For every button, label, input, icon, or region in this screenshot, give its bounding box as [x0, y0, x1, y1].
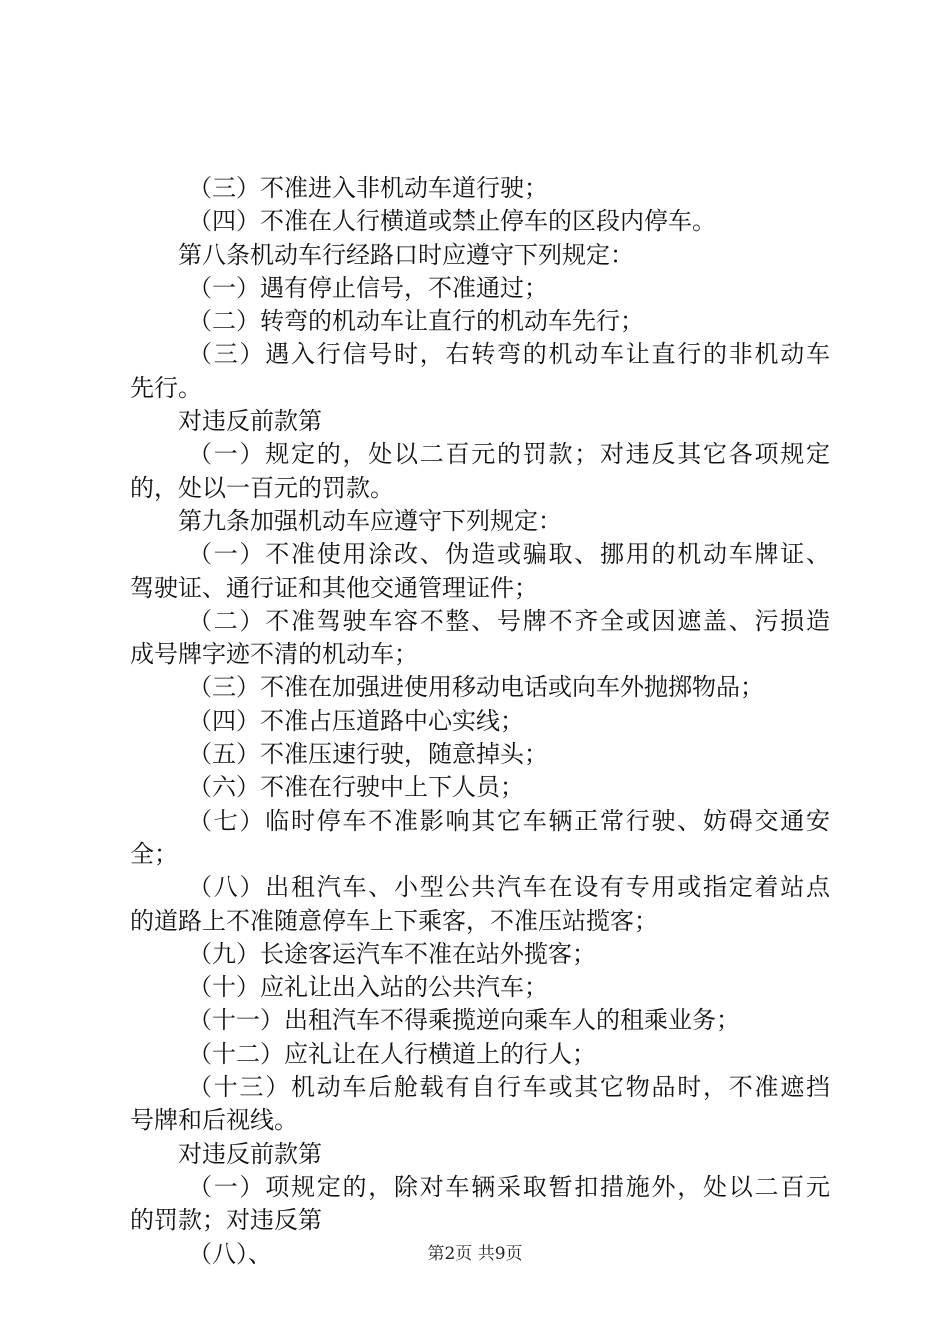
text-line: （十二）应礼让在人行横道上的行人； — [188, 1039, 596, 1068]
text-line: （八）、 — [188, 1239, 272, 1268]
text-line: 驾驶证、通行证和其他交通管理证件； — [130, 573, 538, 602]
page-number-footer: 第2页 共9页 — [427, 1244, 523, 1264]
text-line: （一）项规定的，除对车辆采取暂扣措施外，处以二百元 — [188, 1172, 830, 1201]
text-line: 全； — [130, 839, 178, 868]
text-line: （五）不准压速行驶，随意掉头； — [188, 740, 548, 769]
text-line: （一）遇有停止信号，不准通过； — [188, 273, 548, 302]
text-line: （四）不准占压道路中心实线； — [188, 706, 524, 735]
text-line: （二）不准驾驶车容不整、号牌不齐全或因遮盖、污损造 — [188, 606, 830, 635]
text-line: （八）出租汽车、小型公共汽车在设有专用或指定着站点 — [188, 873, 830, 902]
text-line: 的道路上不准随意停车上下乘客，不准压站揽客； — [130, 906, 658, 935]
text-line: 号牌和后视线。 — [130, 1106, 298, 1135]
text-line: （十一）出租汽车不得乘揽逆向乘车人的租乘业务； — [188, 1006, 740, 1035]
text-line: （三）不准进入非机动车道行驶； — [188, 174, 548, 202]
text-line: 的罚款；对违反第 — [130, 1206, 322, 1235]
text-line: （六）不准在行驶中上下人员； — [188, 773, 524, 802]
text-line: 第八条机动车行经路口时应遵守下列规定： — [178, 240, 634, 269]
text-line: 的，处以一百元的罚款。 — [130, 473, 394, 502]
text-line: （七）临时停车不准影响其它车辆正常行驶、妨碍交通安 — [188, 806, 830, 835]
text-line: （四）不准在人行横道或禁止停车的区段内停车。 — [188, 207, 716, 236]
text-line: （十三）机动车后舱载有自行车或其它物品时，不准遮挡 — [188, 1073, 830, 1102]
text-line: （一）规定的，处以二百元的罚款；对违反其它各项规定 — [188, 440, 830, 469]
document-body — [130, 172, 830, 1271]
text-line: （十）应礼让出入站的公共汽车； — [188, 973, 548, 1002]
text-line: 成号牌字迹不清的机动车； — [130, 640, 418, 669]
text-line: 先行。 — [130, 373, 202, 402]
text-line: （九）长途客运汽车不准在站外揽客； — [188, 939, 596, 968]
text-line: 第九条加强机动车应遵守下列规定： — [178, 506, 562, 535]
text-line: （二）转弯的机动车让直行的机动车先行； — [188, 307, 644, 336]
text-line: 对违反前款第 — [178, 407, 322, 436]
text-line: （一）不准使用涂改、伪造或骗取、挪用的机动车牌证、 — [188, 540, 830, 569]
text-line: 对违反前款第 — [178, 1139, 322, 1168]
text-line: （三）遇入行信号时，右转弯的机动车让直行的非机动车 — [188, 340, 830, 369]
text-line: （三）不准在加强进使用移动电话或向车外抛掷物品； — [188, 673, 764, 702]
